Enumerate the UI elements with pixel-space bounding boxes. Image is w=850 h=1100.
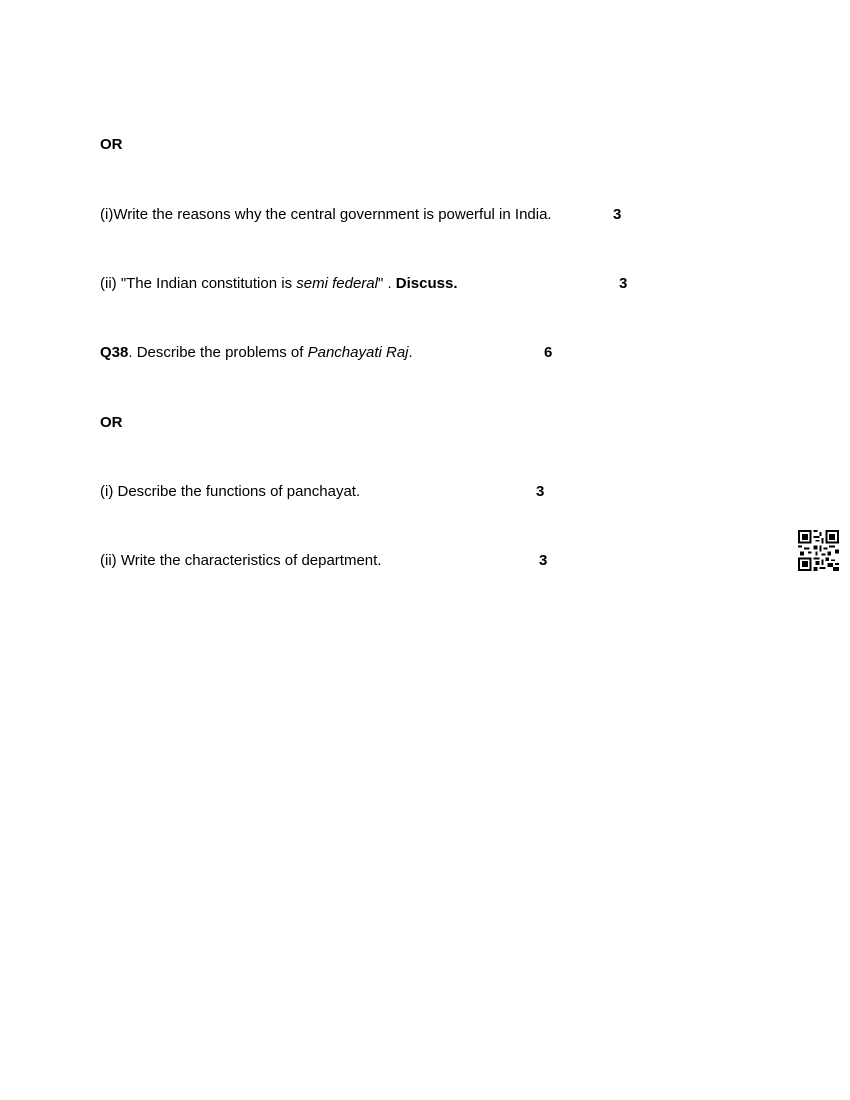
marks-question-i-panchayat-functions: 3 <box>536 483 545 500</box>
marks-question-ii-department-characteristics: 3 <box>539 552 548 569</box>
or-label-1: OR <box>100 136 123 153</box>
question-38-post: . <box>408 344 413 361</box>
marks-question-i-central-govt: 3 <box>613 206 622 223</box>
question-i-panchayat-functions: (i) Describe the functions of panchayat. <box>100 483 361 500</box>
question-ii-semi-federal <box>100 275 457 293</box>
question-38-italic: Panchayati Raj <box>307 344 409 361</box>
qr-code-icon <box>798 530 839 571</box>
question-ii-department-characteristics: (ii) Write the characteristics of department. <box>100 552 382 569</box>
marks-question-ii-semi-federal: 3 <box>619 275 628 292</box>
question-ii-semi-federal-post: " . <box>377 275 396 292</box>
question-38-pre: . Describe the problems of <box>128 344 308 361</box>
or-label-2: OR <box>100 414 123 431</box>
marks-question-38: 6 <box>544 344 553 361</box>
question-ii-semi-federal-bold: Discuss. <box>395 275 458 292</box>
question-i-central-govt: (i)Write the reasons why the central government is powerful in India. <box>100 206 552 223</box>
question-ii-semi-federal-italic: semi federal <box>296 275 378 292</box>
question-ii-semi-federal-pre: (ii) "The Indian constitution is <box>100 275 297 292</box>
question-38-number: Q38 <box>100 344 129 361</box>
question-38 <box>100 344 413 362</box>
